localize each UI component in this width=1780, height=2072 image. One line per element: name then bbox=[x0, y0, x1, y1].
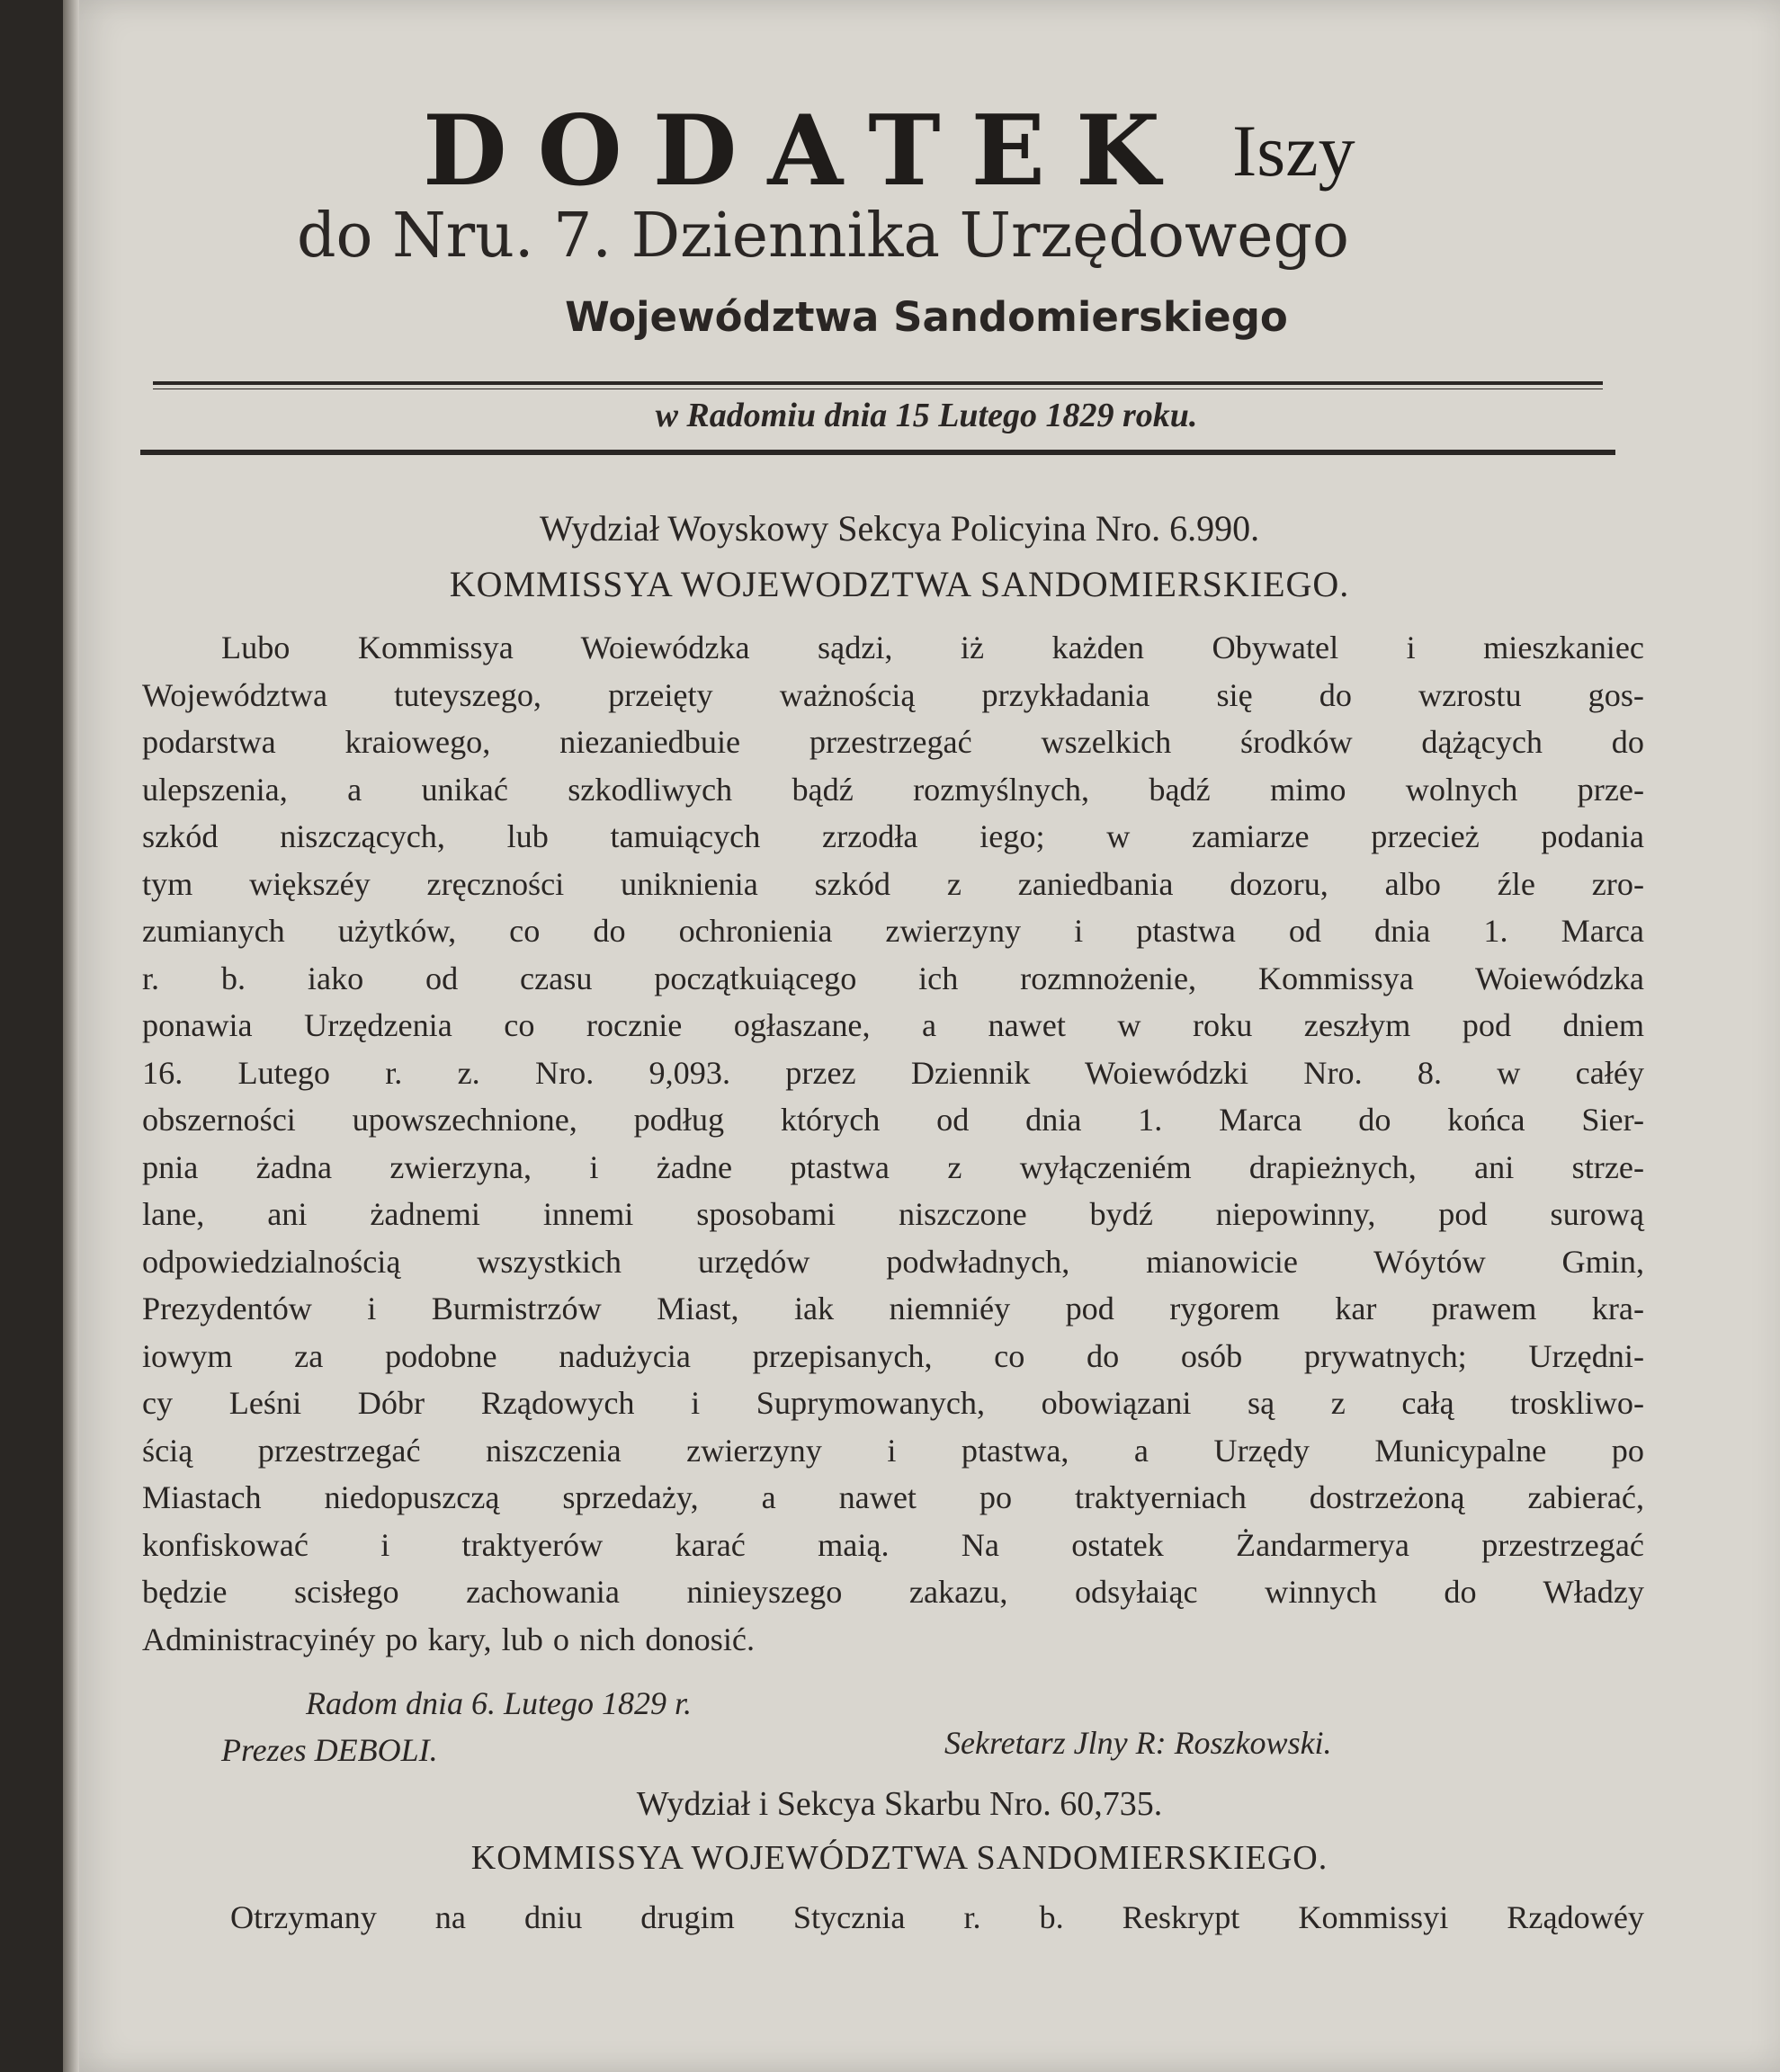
body-line: odpowiedzialnością wszystkich urzędów podwładnych, mianowicie Wóytów Gmin, bbox=[142, 1243, 1644, 1280]
document-page bbox=[63, 0, 1780, 2072]
president-signature: Prezes DEBOLI. bbox=[221, 1732, 438, 1768]
body-line: zumianych użytków, co do ochronienia zwierzyny i ptastwa od dnia 1. Marca bbox=[142, 913, 1644, 949]
masthead-title: DODATEK bbox=[423, 94, 1191, 208]
body-line: Miastach niedopuszczą sprzedaży, a nawet po traktyerniach dostrzeżoną zabierać, bbox=[142, 1479, 1644, 1515]
body-line: pnia żadna zwierzyna, i żadne ptastwa z wyłączeniém drapieżnych, ani strze- bbox=[142, 1148, 1644, 1185]
body-line: konfiskować i traktyerów karać maią. Na ostatek Żandarmerya przestrzegać bbox=[142, 1526, 1644, 1563]
body-line: ponawia Urzędzenia co rocznie ogłaszane, a nawet w roku zeszłym pod dniem bbox=[142, 1007, 1644, 1043]
body-line: Województwa tuteyszego, przeięty ważnością przykładania się do wzrostu gos- bbox=[142, 676, 1644, 713]
section1-body bbox=[142, 624, 1644, 1663]
body-line: Lubo Kommissya Woiewódzka sądzi, iż każden Obywatel i mieszkaniec bbox=[221, 630, 1644, 665]
bottom-rule bbox=[140, 450, 1615, 455]
issue-dateline: w Radomiu dnia 15 Lutego 1829 roku. bbox=[655, 397, 1198, 434]
body-line: Prezydentów i Burmistrzów Miast, iak niemniéy pod rygorem kar prawem kra- bbox=[142, 1291, 1644, 1326]
body-line: lane, ani żadnemi innemi sposobami niszczone bydź niepowinny, pod surową bbox=[142, 1196, 1644, 1232]
body-line: Administracyinéy po kary, lub o nich donosić. bbox=[142, 1621, 756, 1657]
body-line: będzie scisłego zachowania ninieyszego zakazu, odsyłaiąc winnych do Władzy bbox=[142, 1574, 1644, 1610]
body-line: 16. Lutego r. z. Nro. 9,093. przez Dziennik Woiewódzki Nro. 8. w całéy bbox=[142, 1054, 1644, 1091]
body-line: ścią przestrzegać niszczenia zwierzyny i ptastwa, a Urzędy Municypalne po bbox=[142, 1432, 1644, 1469]
masthead-voivodeship: Województwa Sandomierskiego bbox=[565, 293, 1288, 341]
masthead-subtitle: do Nru. 7. Dziennika Urzędowego bbox=[297, 201, 1349, 272]
masthead-title-suffix: Iszy bbox=[1232, 110, 1355, 192]
section1-commission: KOMMISSYA WOJEWODZTWA SANDOMIERSKIEGO. bbox=[449, 564, 1350, 604]
body-line: r. b. iako od czasu początkuiącego ich rozmnożenie, Kommissya Woiewódzka bbox=[142, 960, 1644, 996]
body-line: podarstwa kraiowego, niezaniedbuie przestrzegać wszelkich środków dążących do bbox=[142, 724, 1644, 760]
body-line: obszerności upowszechnione, podług których od dnia 1. Marca do końca Sier- bbox=[142, 1102, 1644, 1138]
secretary-signature: Sekretarz Jlny R: Roszkowski. bbox=[944, 1725, 1332, 1761]
binding-edge bbox=[63, 0, 79, 2072]
section1-department: Wydział Woyskowy Sekcya Policyina Nro. 6.990. bbox=[539, 508, 1260, 549]
body-line: cy Leśni Dóbr Rządowych i Suprymowanych, obowiązani są z całą troskliwo- bbox=[142, 1385, 1644, 1421]
body-line: tym większéy zręczności uniknienia szkód z zaniedbania dozoru, albo źle zro- bbox=[142, 865, 1644, 902]
top-rule bbox=[153, 381, 1603, 385]
body-line: ulepszenia, a unikać szkodliwych bądź rozmyślnych, bądź mimo wolnych prze- bbox=[142, 771, 1644, 808]
section2-department: Wydział i Sekcya Skarbu Nro. 60,735. bbox=[636, 1785, 1163, 1823]
place-date: Radom dnia 6. Lutego 1829 r. bbox=[306, 1685, 693, 1721]
body-line: iowym za podobne nadużycia przepisanych, co do osób prywatnych; Urzędni- bbox=[142, 1337, 1644, 1374]
section2-first-line: Otrzymany na dniu drugim Stycznia r. b. Reskrypt Kommissyi Rządowéy bbox=[230, 1899, 1644, 1935]
body-line: szkód niszczących, lub tamuiących zrzodła iego; w zamiarze przecież podania bbox=[142, 818, 1644, 854]
section2-commission: KOMMISSYA WOJEWÓDZTWA SANDOMIERSKIEGO. bbox=[470, 1839, 1328, 1877]
